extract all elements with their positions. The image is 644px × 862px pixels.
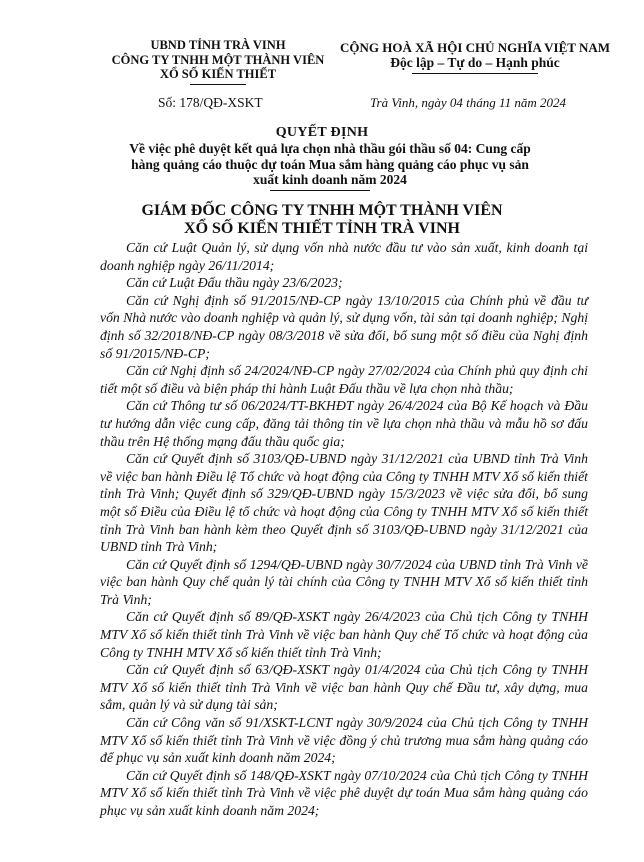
document-title: QUYẾT ĐỊNH — [275, 125, 369, 140]
issuer-company: CÔNG TY TNHH MỘT THÀNH VIÊN — [111, 52, 325, 67]
issuer-underline — [190, 84, 246, 85]
authority-line-1: GIÁM ĐỐC CÔNG TY TNHH MỘT THÀNH VIÊN — [141, 202, 503, 219]
issuer-province: UBND TỈNH TRÀ VINH — [150, 38, 286, 52]
legal-basis-paragraph: Căn cứ Luật Đấu thầu ngày 23/6/2023; — [126, 275, 343, 291]
national-name: CỘNG HOÀ XÃ HỘI CHỦ NGHĨA VIỆT NAM — [339, 40, 611, 55]
place-date: Trà Vinh, ngày 04 tháng 11 năm 2024 — [370, 95, 566, 110]
legal-basis-paragraph: Căn cứ Nghị định số 24/2024/NĐ-CP ngày 27/02/2024 của Chính phủ quy định chi tiết một số điều và biện pháp thi hành Luật Đấu thầu về lựa chọn nhà thầu; — [100, 363, 588, 396]
authority-heading — [0, 202, 644, 238]
national-header — [330, 40, 620, 74]
national-motto: Độc lập – Tự do – Hạnh phúc — [390, 55, 560, 70]
document-number: Số: 178/QĐ-XSKT — [158, 95, 263, 110]
legal-basis-paragraph: Căn cứ Thông tư số 06/2024/TT-BKHĐT ngày 26/4/2024 của Bộ Kế hoạch và Đầu tư hướng dẫn việc cung cấp, đăng tải thông tin về lựa chọn nhà thầu và mẫu hồ sơ đấu thầu trên Hệ thống mạng đấu thầu quốc gia; — [100, 398, 588, 449]
issuer-company-2: XỔ SỐ KIẾN THIẾT — [159, 67, 277, 81]
issuer-header — [98, 38, 338, 85]
legal-basis-section — [100, 239, 588, 820]
legal-basis-paragraph: Căn cứ Luật Quản lý, sử dụng vốn nhà nước đầu tư vào sản xuất, kinh doanh tại doanh nghiệp ngày 26/11/2014; — [100, 240, 588, 273]
document-subject: Về việc phê duyệt kết quả lựa chọn nhà thầu gói thầu số 04: Cung cấp hàng quảng cáo thuộc dự toán Mua sắm hàng quảng cáo phục vụ sản xuất kinh doanh năm 2024 — [129, 141, 531, 187]
subject-underline — [270, 190, 370, 191]
legal-basis-paragraph: Căn cứ Quyết định số 89/QĐ-XSKT ngày 26/4/2023 của Chủ tịch Công ty TNHH MTV Xổ số kiến thiết tỉnh Trà Vinh về việc ban hành Quy chế Tổ chức và hoạt động của Công ty TNHH MTV Xổ số kiến thiết tỉnh Trà Vinh; — [100, 609, 588, 660]
legal-basis-paragraph: Căn cứ Quyết định số 148/QĐ-XSKT ngày 07/10/2024 của Chủ tịch Công ty TNHH MTV Xổ số kiến thiết tỉnh Trà Vinh về việc phê duyệt dự toán Mua sắm hàng quảng cáo phục vụ sản xuất kinh doanh năm 2024; — [100, 767, 588, 818]
legal-basis-paragraph: Căn cứ Công văn số 91/XSKT-LCNT ngày 30/9/2024 của Chủ tịch Công ty TNHH MTV Xổ số kiến thiết tỉnh Trà Vinh về việc đồng ý chủ trương mua sắm hàng quảng cáo để phục vụ sản xuất kinh doanh năm 2024; — [100, 715, 588, 766]
legal-basis-paragraph: Căn cứ Quyết định số 63/QĐ-XSKT ngày 01/4/2024 của Chủ tịch Công ty TNHH MTV Xổ số kiến thiết tỉnh Trà Vinh về việc ban hành Quy chế Đầu tư, xây dựng, mua sắm, quản lý và sử dụng tài sản; — [100, 662, 588, 713]
motto-underline — [412, 73, 538, 74]
legal-basis-paragraph: Căn cứ Nghị định số 91/2015/NĐ-CP ngày 13/10/2015 của Chính phủ về đầu tư vốn Nhà nước vào doanh nghiệp và quản lý, sử dụng vốn, tài sản tại doanh nghiệp; Nghị định số 32/2018/NĐ-CP ngày 08/3/2018 về sửa đổi, bổ sung một số điều của Nghị định số 91/2015/NĐ-CP; — [100, 292, 588, 361]
authority-line-2: XỔ SỐ KIẾN THIẾT TỈNH TRÀ VINH — [184, 220, 460, 237]
legal-basis-paragraph: Căn cứ Quyết định số 1294/QĐ-UBND ngày 30/7/2024 của UBND tỉnh Trà Vinh về việc ban hành Quy chế quản lý tài chính của Công ty TNHH MTV Xổ số kiến thiết tỉnh Trà Vinh; — [100, 556, 588, 607]
legal-basis-paragraph: Căn cứ Quyết định số 3103/QĐ-UBND ngày 31/12/2021 của UBND tỉnh Trà Vinh về việc ban hành Điều lệ Tổ chức và hoạt động của Công ty TNHH MTV Xổ số kiến thiết tỉnh Trà Vinh; Quyết định số 329/QĐ-UBND ngày 15/3/2023 về việc sửa đổi, bổ sung một số Điều của Điều lệ tổ chức và hoạt động của Công ty TNHH MTV Xổ số kiến thiết tỉnh Trà Vinh ban hành kèm theo Quyết định số 3103/QĐ-UBND ngày 31/12/2021 của UBND tỉnh Trà Vinh; — [100, 451, 588, 555]
